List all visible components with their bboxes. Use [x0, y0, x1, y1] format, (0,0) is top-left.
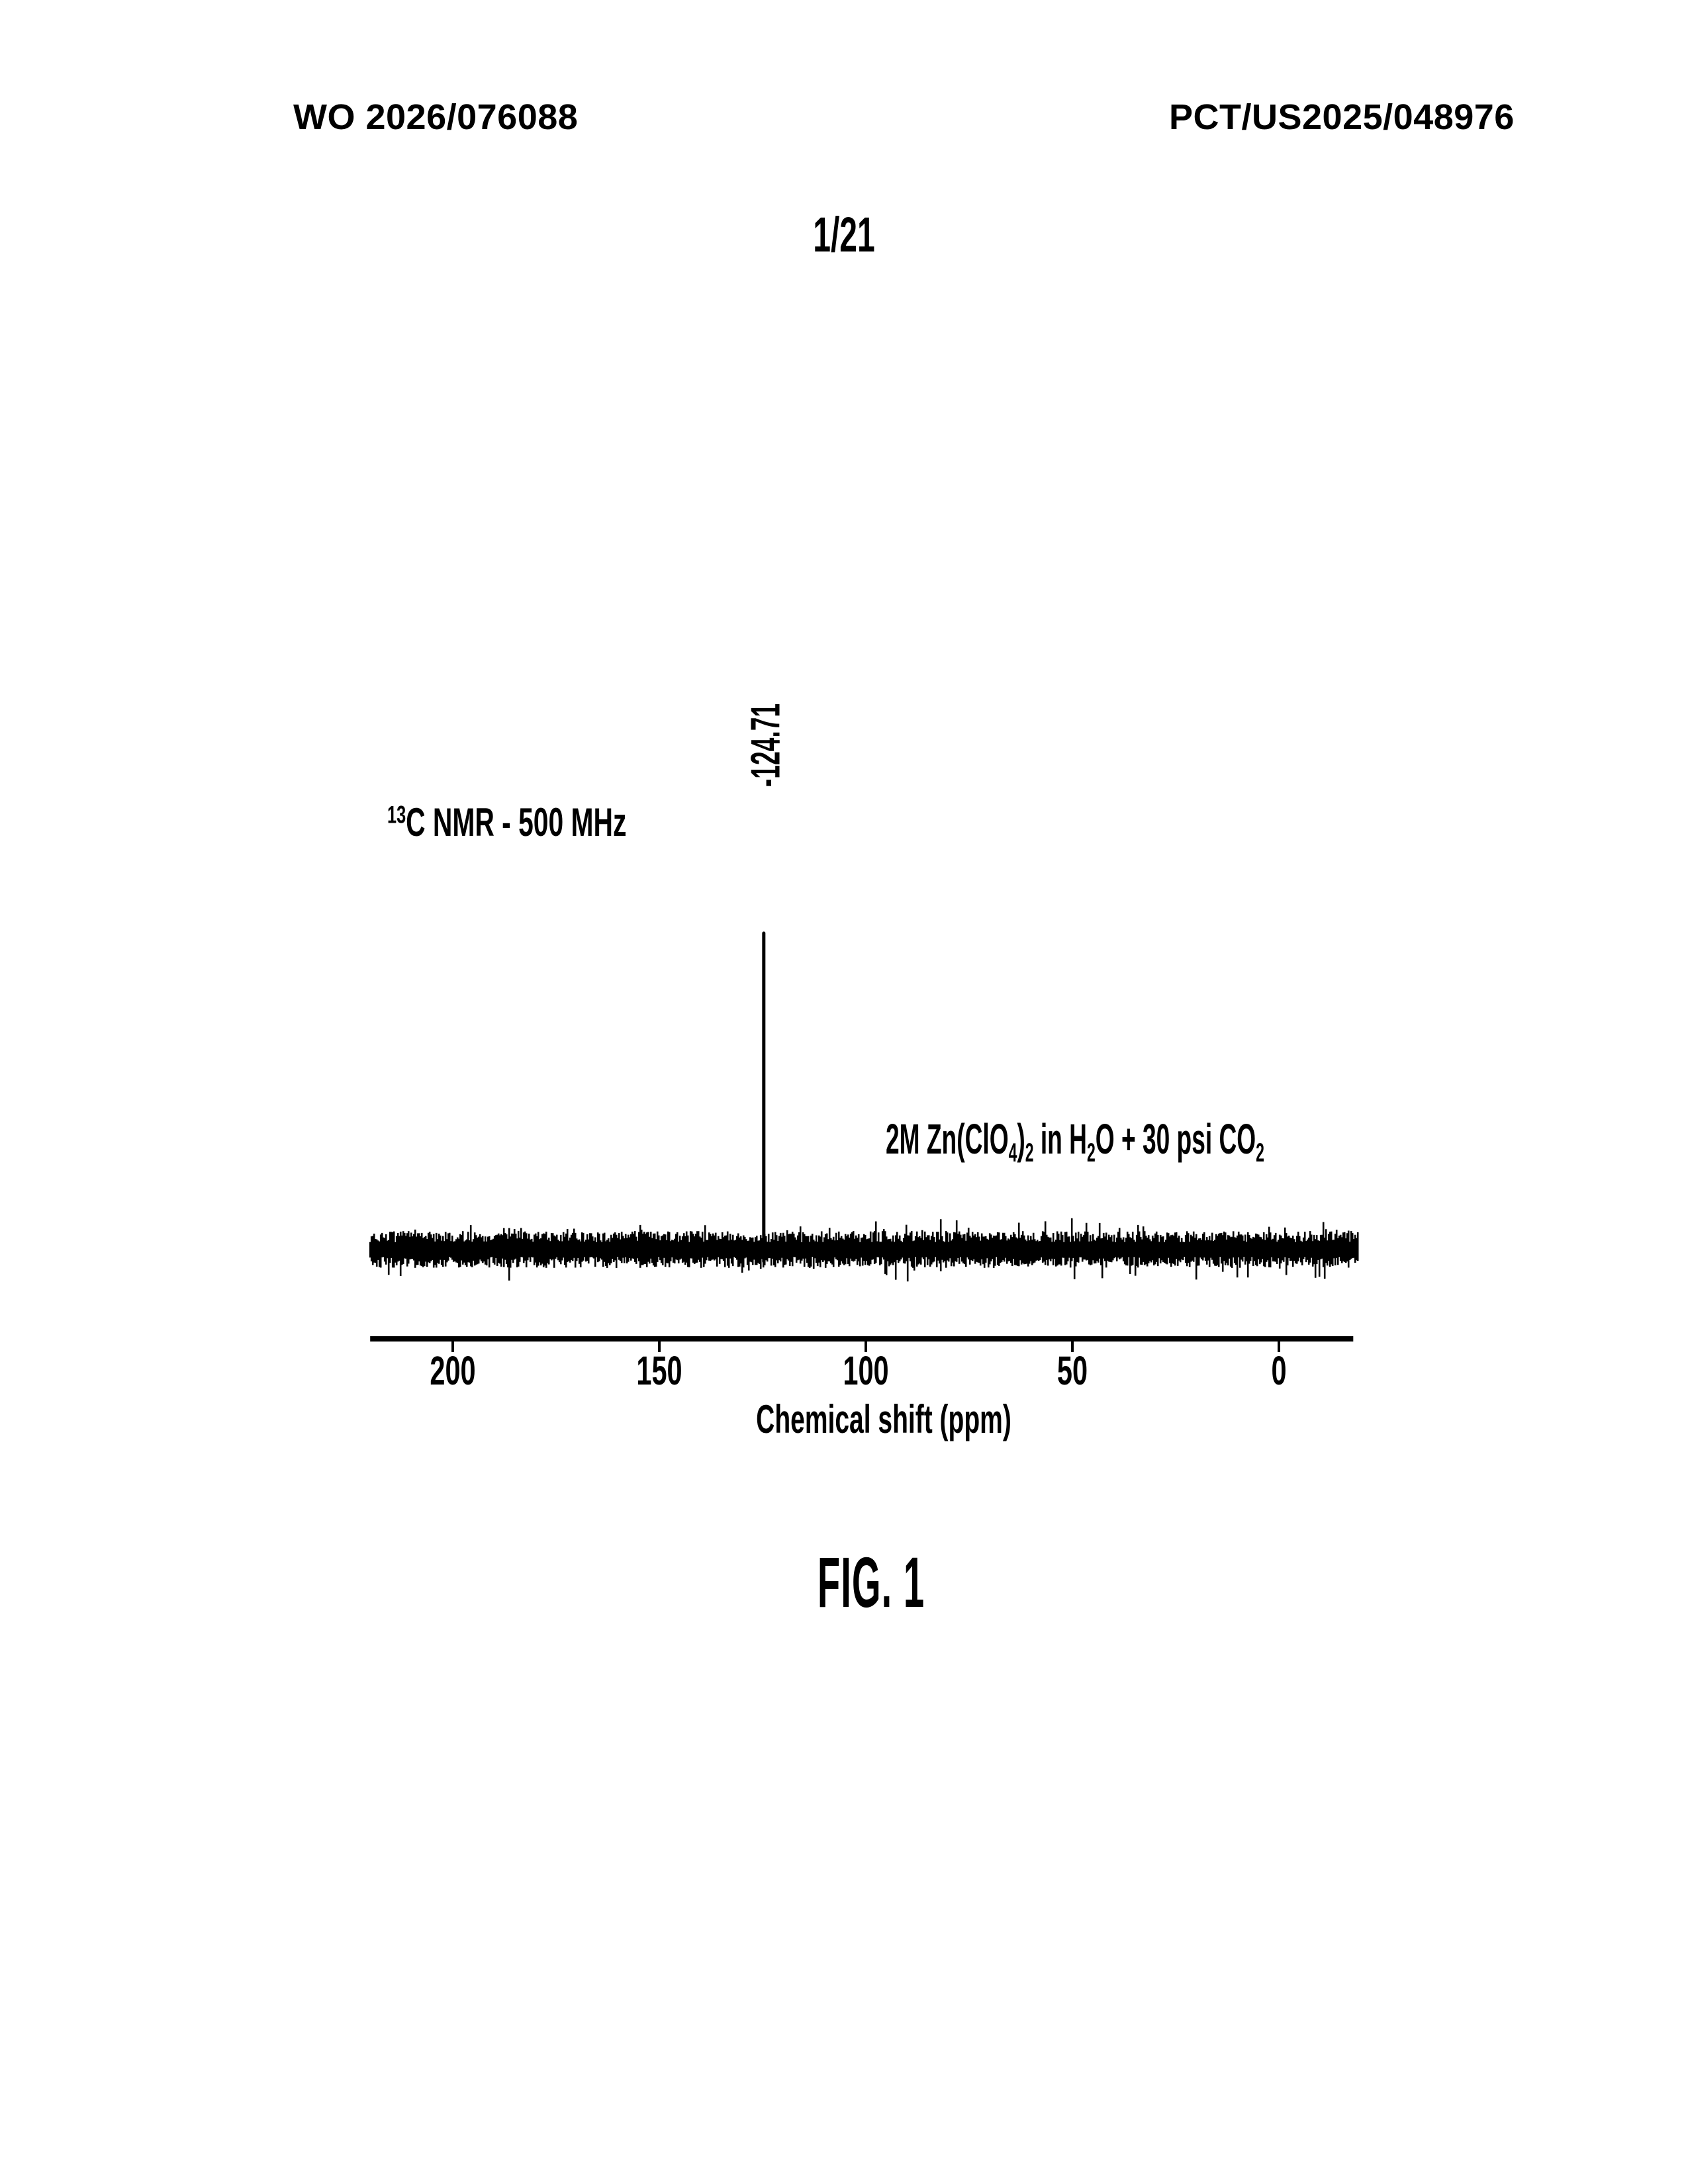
x-tick-label: 50 [1056, 1348, 1088, 1393]
x-tick-label: 150 [636, 1348, 682, 1393]
sheet-number: 1/21 [813, 207, 875, 262]
figure-caption: FIG. 1 [817, 1542, 925, 1622]
application-number: PCT/US2025/048976 [1169, 97, 1515, 137]
x-tick-label: 100 [843, 1348, 889, 1393]
peak-shift-label: -124.71 [743, 703, 789, 788]
x-axis-title: Chemical shift (ppm) [756, 1397, 1011, 1441]
spectrum-title: $^{13}$C NMR - 500 MHz [387, 800, 627, 844]
x-tick-label: 0 [1271, 1348, 1287, 1393]
sample-condition-label: 2M Zn(ClO4)2 in H2O + 30 psi CO2 [886, 1115, 1264, 1167]
x-tick-label: 200 [430, 1348, 476, 1393]
publication-number: WO 2026/076088 [293, 97, 579, 137]
noise-trace [370, 1218, 1358, 1281]
